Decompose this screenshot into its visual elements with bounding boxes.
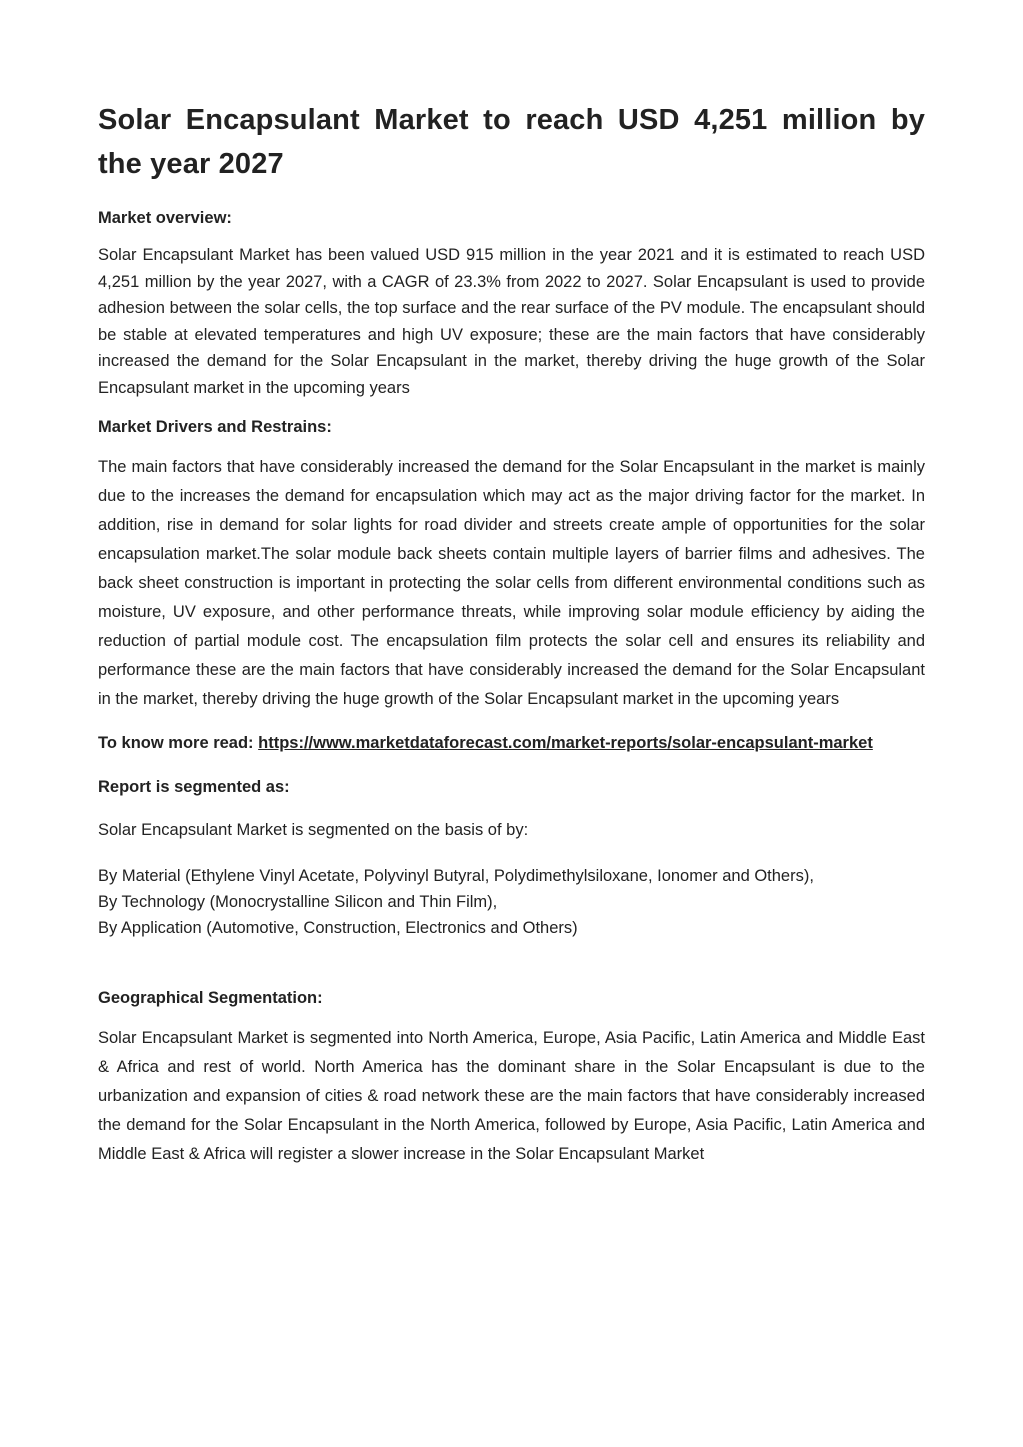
geographical-segmentation-heading: Geographical Segmentation: [98,989,323,1007]
report-link[interactable]: https://www.marketdataforecast.com/market-reports/solar-encapsulant-market [258,734,873,752]
segment-application: By Application (Automotive, Construction, Electronics and Others) [98,919,578,937]
page-title: Solar Encapsulant Market to reach USD 4,251 million by the year 2027 [98,104,925,180]
read-more-paragraph [98,729,925,758]
read-more-label: To know more read: [98,734,254,752]
document-page [98,98,925,1169]
market-overview-heading: Market overview: [98,209,232,227]
segmentation-intro: Solar Encapsulant Market is segmented on the basis of by: [98,821,529,839]
segment-material: By Material (Ethylene Vinyl Acetate, Polyvinyl Butyral, Polydimethylsiloxane, Ionomer and Others), [98,867,814,885]
segmentation-list [98,863,925,941]
geographical-segmentation-body: Solar Encapsulant Market is segmented into North America, Europe, Asia Pacific, Latin America and Middle East & Africa and rest of world. North America has the dominant share in the Solar Encapsulant is due to the urbanization and expansion of cities & road network these are the main factors that have considerably increased the demand for the Solar Encapsulant in the North America, followed by Europe, Asia Pacific, Latin America and Middle East & Africa will register a slower increase in the Solar Encapsulant Market [98,1029,925,1163]
report-segmented-heading: Report is segmented as: [98,778,290,796]
market-drivers-heading: Market Drivers and Restrains: [98,418,332,436]
segment-technology: By Technology (Monocrystalline Silicon and Thin Film), [98,893,498,911]
market-overview-body: Solar Encapsulant Market has been valued USD 915 million in the year 2021 and it is estimated to reach USD 4,251 million by the year 2027, with a CAGR of 23.3% from 2022 to 2027. Solar Encapsulant is used to provide adhesion between the solar cells, the top surface and the rear surface of the PV module. The encapsulant should be stable at elevated temperatures and high UV exposure; these are the main factors that have considerably increased the demand for the Solar Encapsulant in the market, thereby driving the huge growth of the Solar Encapsulant market in the upcoming years [98,246,925,397]
market-drivers-body: The main factors that have considerably increased the demand for the Solar Encapsulant in the market is mainly due to the increases the demand for encapsulation which may act as the major driving factor for the market. In addition, rise in demand for solar lights for road divider and streets create ample of opportunities for the solar encapsulation market.The solar module back sheets contain multiple layers of barrier films and adhesives. The back sheet construction is important in protecting the solar cells from different environmental conditions such as moisture, UV exposure, and other performance threats, while improving solar module efficiency by aiding the reduction of partial module cost. The encapsulation film protects the solar cell and ensures its reliability and performance these are the main factors that have considerably increased the demand for the Solar Encapsulant in the market, thereby driving the huge growth of the Solar Encapsulant market in the upcoming years [98,458,925,708]
